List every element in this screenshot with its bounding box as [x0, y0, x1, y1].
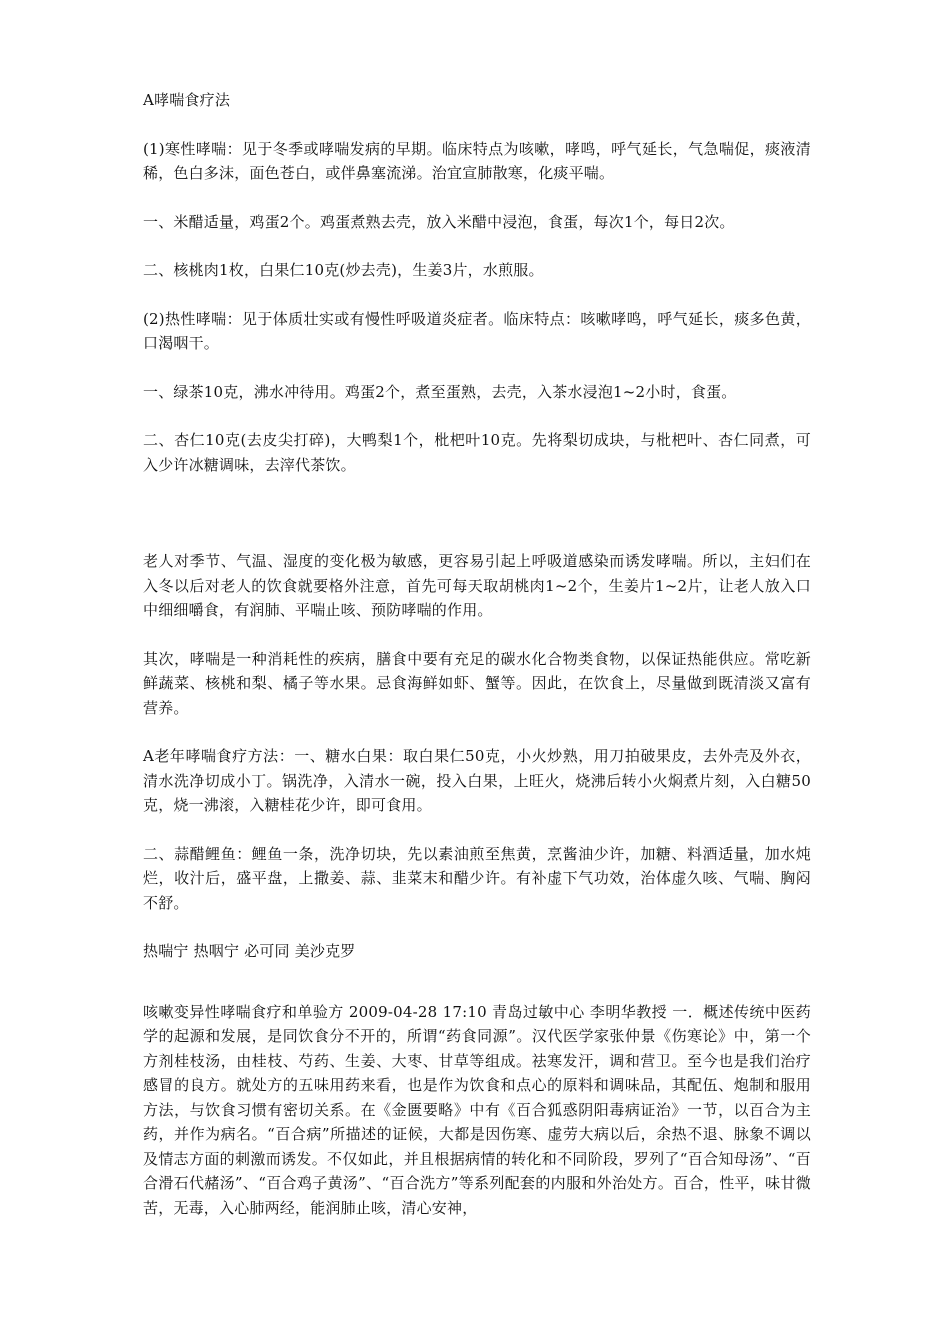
paragraph-green-tea-egg: 一、绿茶10克，沸水冲待用。鸡蛋2个，煮至蛋熟，去壳，入茶水浸泡1~2小时，食蛋。: [143, 382, 737, 401]
paragraph-nutrition: 其次，哮喘是一种消耗性的疾病，膳食中要有充足的碳水化合物类食物，以保证热能供应。常吃新鲜蔬菜、核桃和梨、橘子等水果。忌食海鲜如虾、蟹等。因此，在饮食上，尽量做到既清淡又富有营养。: [143, 649, 811, 717]
paragraph-cold-asthma: (1)寒性哮喘：见于冬季或哮喘发病的早期。临床特点为咳嗽，哮鸣，呼气延长，气急喘促，痰液清稀，色白多沫，面色苍白，或伴鼻塞流涕。治宜宣肺散寒，化痰平喘。: [143, 139, 811, 182]
paragraph-product-names: 热喘宁 热咽宁 必可同 美沙克罗: [143, 942, 356, 960]
paragraph-walnut-ginkgo: 二、核桃肉1枚，白果仁10克(炒去壳)，生姜3片，水煎服。: [143, 261, 544, 279]
paragraph-ginkgo-sugar: A老年哮喘食疗方法：一、糖水白果：取白果仁50克，小火炒熟，用刀拍破果皮，去外壳及外衣，清水洗净切成小丁。锅洗净，入清水一碗，投入白果，上旺火，烧沸后转小火焖煮片刻，入白糖50克，烧一沸滚，入糖桂花少许，即可食用。: [143, 747, 811, 814]
paragraph-vinegar-egg: 一、米醋适量，鸡蛋2个。鸡蛋煮熟去壳，放入米醋中浸泡，食蛋，每次1个，每日2次。: [143, 212, 735, 231]
section-title-asthma-diet: A哮喘食疗法: [143, 91, 231, 109]
document-page: [143, 88, 811, 1220]
paragraph-elderly-care: 老人对季节、气温、湿度的变化极为敏感，更容易引起上呼吸道感染而诱发哮喘。所以，主妇们在入冬以后对老人的饮食就要格外注意，首先可每天取胡桃肉1~2个，生姜片1~2片，让老人放入口中细细嚼食，有润肺、平喘止咳、预防哮喘的作用。: [143, 552, 811, 619]
paragraph-almond-pear: 二、杏仁10克(去皮尖打碎)，大鸭梨1个，枇杷叶10克。先将梨切成块，与枇杷叶、杏仁同煮，可入少许冰糖调味，去滓代茶饮。: [143, 431, 811, 474]
paragraph-cough-variant-asthma: 咳嗽变异性哮喘食疗和单验方 2009-04-28 17:10 青岛过敏中心 李明华教授 一．概述传统中医药学的起源和发展，是同饮食分不开的，所谓“药食同源”。汉代医学家张仲景《伤寒论》中，第一个方剂桂枝汤，由桂枝、芍药、生姜、大枣、甘草等组成。祛寒发汗，调和营卫。至今也是我们治疗感冒的良方。就处方的五味用药来看，也是作为饮食和点心的原料和调味品，其配伍、炮制和服用方法，与饮食习惯有密切关系。在《金匮要略》中有《百合狐惑阴阳毒病证治》一节，以百合为主药，并作为病名。“百合病”所描述的证候，大都是因伤寒、虚劳大病以后，余热不退、脉象不调以及情志方面的刺激而诱发。不仅如此，并且根据病情的转化和不同阶段，罗列了“百合知母汤”、“百合滑石代赭汤”、“百合鸡子黄汤”、“百合洗方”等系列配套的内服和外治处方。百合，性平，味甘微苦，无毒，入心肺两经，能润肺止咳，清心安神，: [143, 1002, 811, 1217]
paragraph-hot-asthma: (2)热性哮喘：见于体质壮实或有慢性呼吸道炎症者。临床特点：咳嗽哮鸣，呼气延长，痰多色黄，口渴咽干。: [143, 309, 811, 352]
paragraph-garlic-carp: 二、蒜醋鲤鱼：鲤鱼一条，洗净切块，先以素油煎至焦黄，烹酱油少许，加糖、料酒适量，加水炖烂，收汁后，盛平盘，上撒姜、蒜、韭菜末和醋少许。有补虚下气功效，治体虚久咳、气喘、胸闷不舒。: [143, 844, 811, 912]
